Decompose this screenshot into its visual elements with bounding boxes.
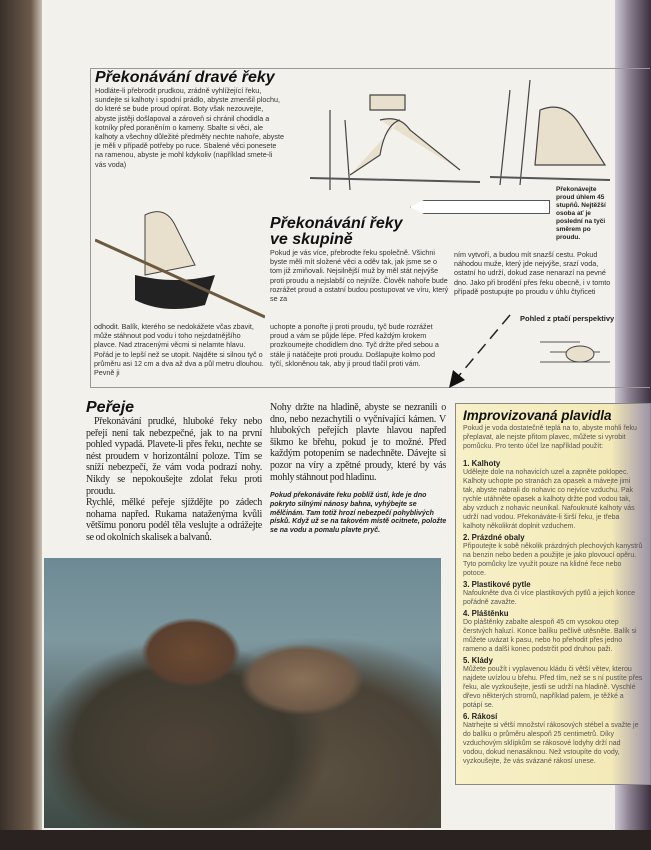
dashed-arrow-icon <box>445 310 515 390</box>
sidebar-item <box>463 533 643 578</box>
sidebar-intro: Pokud je voda dostatečně teplá na to, abyste mohli řeku přeplavat, ale nejste přitom plavec, můžete si vyrobit pomůcku. Pro tento účel lze například použít: <box>463 425 637 450</box>
item-heading: 3. Plastikové pytle <box>463 580 531 589</box>
section-title: Peřeje <box>86 399 135 416</box>
item-text: Udělejte dole na nohavicích uzel a zapněte poklopec. Kalhoty uchopte po stranách za opasek a mávejte jimi tak, abyste nabrali do nohavic co nejvíce vzduchu. Pak rychle utáhněte opasek a kalhoty držte pod vodou tak, aby vzduch z nohavic neunikal. Nafouknuté kalhoty vás udrží nad vodou. Překonáváte-li širší řeku, je třeba kalhoty několikrát doplnit vzduchem. <box>463 469 635 530</box>
item-text: Můžete použít i vyplavenou kládu či větší větev, kterou najdete uvízlou u břehu. Před tím, než se s ní pustíte přes řeku, ale vyzkoušejte, jestli se udrží na hladině. Vyschlé dřevo některých stromů, například palem, je těžké a potápí se. <box>463 666 643 709</box>
illustration-man-with-pole <box>310 90 480 190</box>
section1-continued: odhodit. Balík, kterého se nedokážete včas zbavit, může stáhnout pod vodu i toho nejzdatnějšího plavce. Nad ztracenými věcmi si nelamte hlavu. Pořád je to lepší než se utopit. Najděte si silnou tyč o průměru asi 12 cm a dva až dva a půl metru dlouhou. Pevně ji <box>94 322 264 378</box>
section-group-crossing <box>270 216 450 303</box>
illustration-man-wading <box>95 195 265 320</box>
sidebar-item <box>463 609 643 654</box>
rapids-paragraph-1: Překonávání prudké, hluboké řeky nebo peřejí není tak nebezpečné, jak to na první pohled vypadá. Plavete-li přes řeku, nechte se nést proudem v horizontální poloze. Tím se sníží nebezpečí, že vám voda podrazí nohy. Nikdy se nepokoušejte zdolat řeku proti proudu. <box>86 416 262 497</box>
section-body-col2: ním vytvoří, a budou mít snazší cestu. Pokud náhodou muže, který jde nejvýše, srazí voda, ostatní ho udrží, dokud zase nenarazí na pevné dno. Jako při brodění přes řeku obecně, i v tomto případě postupujte po proudu v úhlu čtyřiceti <box>454 250 611 296</box>
book-left-edge <box>0 0 44 850</box>
warning-note: Pokud překonáváte řeku poblíž ústí, kde je dno pokryto silnými nánosy bahna, vyhýbejte se mělčinám. Tam totiž hrozí nebezpečí pohyblivých písků. Když už se na takovém místě ocitnete, položte se na vodu a pomalu plavte pryč. <box>270 492 447 535</box>
sidebar-improvised-rafts <box>455 403 651 785</box>
section-body: Hodláte-li přebrodit prudkou, zrádně vyhlížející řeku, sundejte si kalhoty i spodní prádlo, abyste zmenšil plochu, do které se bude proud opírat. Boty však nezouvejte, abyste jistěji došlapoval a zároveň si chránil chodidla a kotníky před poraněním o kameny. Sbalte si věci, ale kalhoty a všechny důležité předměty nechte nahoře, abyste je měli v případě potřeby po ruce. Sbalené věci ponesete na ramenou, abyste je mohl kdykoliv (například smete-li vás voda) <box>95 86 284 169</box>
illustration-caption: Překonávejte proud úhlem 45 stupňů. Nejtěžší osoba ať je poslední na tyči směrem po proudu. <box>556 186 606 241</box>
rapids-paragraph-2: Rychlé, mělké peřeje sjíždějte po zádech nohama napřed. Rukama nataženýma kvůli většímu ponoru podél těla veslujte a odrážejte se od okolních skalisek a balvanů. <box>86 497 262 543</box>
item-heading: 1. Kalhoty <box>463 459 501 468</box>
sidebar-item <box>463 656 643 710</box>
sidebar-title: Improvizovaná plavidla <box>463 408 612 423</box>
sidebar-item <box>463 459 643 531</box>
bird-view-illustration <box>540 332 615 372</box>
section-dangerous-river <box>95 70 285 169</box>
section-rapids <box>86 400 262 544</box>
item-heading: 5. Klády <box>463 656 493 665</box>
section2-col3: uchopte a ponořte ji proti proudu, tyč bude rozrážet proud a vám se půjde lépe. Před každým krokem prozkoumejte chodidlem dno. Tyč držte před sebou a stále ji natáčejte proti proudu. Došlapujte kolmo pod tyčí, skloněnou tak, aby ji proud tlačil proti vám. <box>270 322 439 368</box>
item-text: Nafoukněte dva či více plastikových pytlů a jejich konce pořádně zavažte. <box>463 590 635 606</box>
item-heading: 6. Rákosí <box>463 712 498 721</box>
sidebar-item <box>463 580 643 607</box>
item-text: Do pláštěnky zabalte alespoň 45 cm vysokou otep čerstvých haluzí. Konce balíku pečlivě utěsněte. Balík si můžete uvázat k pasu, nebo ho přehodit přes jedno rameno a další konec podstrčit pod druhou paži. <box>463 619 637 653</box>
bird-view-label: Pohled z ptačí perspektivy <box>520 314 615 323</box>
current-arrow <box>410 200 550 214</box>
photo-soldiers-in-mud <box>44 558 441 828</box>
section-body-col1: Pokud je vás více, přebrodte řeku společně. Všichni byste měli mít složené věci a oděv tak, jak jsme se o tom již zmiňovali. Nejsilnější muž by měl stát nejvýše proti proudu a nejslabší co nejníže. Člověk nahoře bude rozrážet proud a ostatní budou postupovat ve víru, který se za <box>270 248 449 304</box>
item-heading: 2. Prázdné obaly <box>463 533 525 542</box>
item-text: Připoutejte k sobě několik prázdných plechových kanystrů na benzin nebo beden a použijte je jako plovoucí opěru. Tyto pomůcky lze využít pouze na klidné řece nebo potoce. <box>463 543 643 577</box>
illustration-group-crossing <box>490 80 610 185</box>
section-title: Překonávání dravé řeky <box>95 69 275 86</box>
section-title-line2: ve skupině <box>270 231 353 248</box>
book-bottom-edge <box>0 830 651 850</box>
sidebar-item <box>463 712 643 766</box>
item-text: Natrhejte si větší množství rákosových stébel a svažte je do balíku o průměru alespoň 25 centimetrů. Díky vzduchovým sklípkům se rákosové lodyhy drží nad vodou, dokud nenasáknou. Než vstoupíte do vody, vyzkoušejte, že vás svázané rákosí unese. <box>463 722 639 765</box>
item-heading: 4. Pláštěnku <box>463 609 509 618</box>
section-title-line1: Překonávání řeky <box>270 215 403 232</box>
rapids-paragraph-3: Nohy držte na hladině, abyste se nezranili o dno, nebo nezachytili o vyčnívající kámen. V hlubokých peřejích plavte hlavou napřed šikmo ke břehu, pokud je to možné. Před každým potopením se nadechněte. Dávejte si pozor na víry a zpětné proudy, které by vás mohly stáhnout pod hladinu. <box>270 402 446 483</box>
